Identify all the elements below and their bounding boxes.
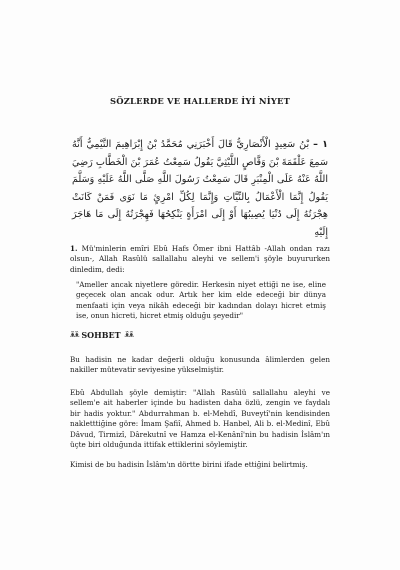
commentary-paragraph-3: Kimisi de bu hadisin İslâm'ın dörtte birini ifade ettiğini belirtmiş. — [70, 460, 308, 469]
hadith-arabic-body: بْنُ سَعِيدٍ الْأَنْصَارِيُّ قَالَ أَخْبَرَنِي مُحَمَّدُ بْنُ إِبْرَاهِيمَ التَّيْمِيُّ أَنَّهُ سَمِعَ عَلْقَمَةَ بْنَ وَقَّاصٍ اللَّيْثِيَّ يَقُولُ سَمِعْتُ عُمَرَ بْنَ الْخَطَّابِ رَضِيَ اللَّهُ عَنْهُ عَلَى الْمِنْبَرِ قَالَ سَمِعْتُ رَسُولَ اللَّهِ صَلَّى اللَّهُ عَلَيْهِ وَسَلَّمَ يَقُولُ إِنَّمَا الْأَعْمَالُ بِالنِّيَّاتِ وَإِنَّمَا لِكُلِّ امْرِئٍ مَا نَوَى فَمَنْ كَانَتْ هِجْرَتُهُ إِلَى دُنْيَا يُصِيبُهَا أَوْ إِلَى امْرَأَةٍ يَنْكِحُهَا فَهِجْرَتُهُ إِلَى مَا هَاجَرَ إِلَيْهِ — [72, 139, 328, 238]
hadith-number: ١ – — [313, 139, 328, 150]
section-heading-label: SOHBET — [81, 330, 121, 340]
hadith-translation-quote: "Ameller ancak niyetlere göredir. Herkesin niyet ettiği ne ise, eline geçecek olan ancak odur. Artık her kim elde edeceği bir dünya menfaati için veya nikâh edeceği bir kadından dolayı hicret etmiş ise, onun hicreti, hicret etmiş olduğu şeyedir" — [76, 280, 326, 321]
translation-intro — [70, 244, 330, 275]
commentary-paragraph-1: Bu hadisin ne kadar değerli olduğu konusunda âlimlerden gelen nakiller mütevatir seviyesine yükselmiştir. — [70, 355, 330, 375]
ornament-icon: ᴥ᷈ᴥ᷈ — [70, 331, 79, 339]
chapter-title: SÖZLERDE VE HALLERDE İYİ NİYET — [109, 96, 291, 106]
commentary-paragraph-2: Ebû Abdullah şöyle demiştir: "Allah Rasûlü sallallahu aleyhi ve sellem'e ait haberler içinde bu hadisten daha özlü, zengin ve faydalı bir hadis yoktur." Abdurrahman b. el-Mehdî, Buveytî'nin kendisinden nakletttiğine göre: İmam Şafiî, Ahmed b. Hanbel, Ali b. el-Medinî, Ebû Dâvud, Tirmizî, Dârekutnî ve Hamza el-Kenânî'nin bu hadisin İslâm'ın üçte biri olduğunda ittifak ettiklerini söylemiştir. — [70, 388, 330, 450]
translation-intro-text: Mü'minlerin emîri Ebû Hafs Ömer ibni Hattâb -Allah ondan razı olsun-, Allah Rasûlü sallallahu aleyhi ve sellem'i şöyle buyururken dinledim, dedi: — [70, 244, 330, 274]
section-heading — [70, 330, 133, 340]
hadith-arabic-text — [72, 136, 328, 241]
ornament-icon: ᴥ᷈ᴥ᷈ — [124, 331, 133, 339]
paragraph-number: 1. — [70, 244, 78, 253]
